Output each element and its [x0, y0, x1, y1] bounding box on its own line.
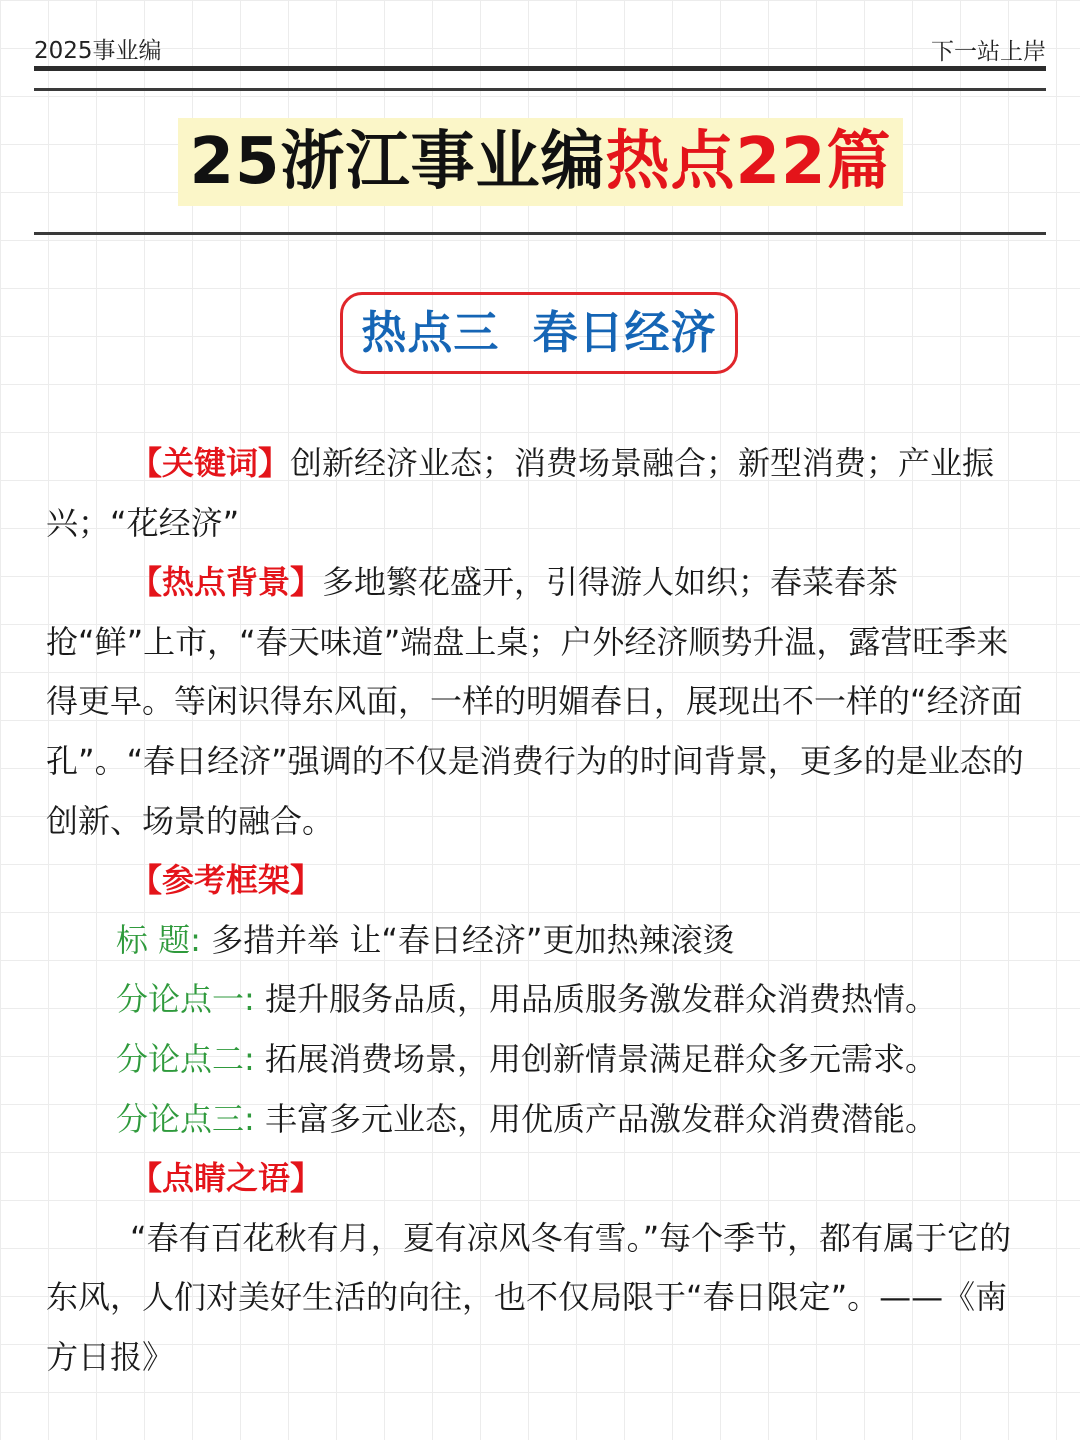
framework-point-row — [46, 1090, 1026, 1150]
framework-point-label: 分论点二: — [116, 1039, 255, 1078]
keywords-label: 【关键词】 — [130, 444, 291, 482]
background-label: 【热点背景】 — [130, 563, 323, 602]
framework-heading — [46, 851, 1026, 911]
framework-point-text: 拓展消费场景，用创新情景满足群众多元需求。 — [264, 1039, 937, 1078]
highlight-heading — [46, 1149, 1026, 1209]
highlight-label: 【点睛之语】 — [130, 1159, 323, 1198]
framework-title-label: 标 题: — [116, 920, 201, 959]
framework-title-text: 多措并举 让“春日经济”更加热辣滚烫 — [211, 920, 735, 959]
header-divider — [34, 88, 1046, 91]
header-left-label: 2025事业编 — [34, 38, 162, 64]
topic-heading: 热点三 春日经济 — [361, 306, 717, 359]
framework-point-text: 提升服务品质，用品质服务激发群众消费热情。 — [264, 980, 937, 1019]
framework-point-text: 丰富多元业态，用优质产品激发群众消费潜能。 — [264, 1099, 937, 1138]
page-title-main: 25浙江事业编 — [189, 125, 606, 199]
framework-point-row — [46, 970, 1026, 1030]
title-divider — [34, 232, 1046, 235]
article-body — [46, 434, 1026, 1388]
framework-point-label: 分论点三: — [116, 1099, 255, 1138]
header-right-label: 下一站上岸 — [931, 39, 1046, 65]
background-text: 多地繁花盛开，引得游人如织；春菜春茶抢“鲜”上市，“春天味道”端盘上桌；户外经济顺势升温，露营旺季来得更早。等闲识得东风面，一样的明媚春日，展现出不一样的“经济面孔”。“春日经济”强调的不仅是消费行为的时间背景，更多的是业态的创新、场景的融合。 — [46, 563, 1024, 840]
page-title — [178, 118, 903, 206]
framework-point-label: 分论点一: — [116, 980, 255, 1019]
framework-title-row — [46, 911, 1026, 971]
highlight-paragraph — [46, 1209, 1026, 1388]
page-title-highlight: 热点22篇 — [605, 125, 892, 199]
topic-heading-box — [340, 292, 738, 374]
background-paragraph — [46, 553, 1026, 851]
framework-label: 【参考框架】 — [130, 861, 323, 900]
keywords-paragraph — [46, 434, 1026, 553]
header-divider-thick — [34, 66, 1046, 71]
keywords-text: 创新经济业态；消费场景融合；新型消费；产业振兴；“花经济” — [46, 444, 995, 542]
highlight-text: “春有百花秋有月，夏有凉风冬有雪。”每个季节，都有属于它的东风，人们对美好生活的向往，也不仅局限于“春日限定”。——《南方日报》 — [46, 1218, 1012, 1376]
framework-point-row — [46, 1030, 1026, 1090]
